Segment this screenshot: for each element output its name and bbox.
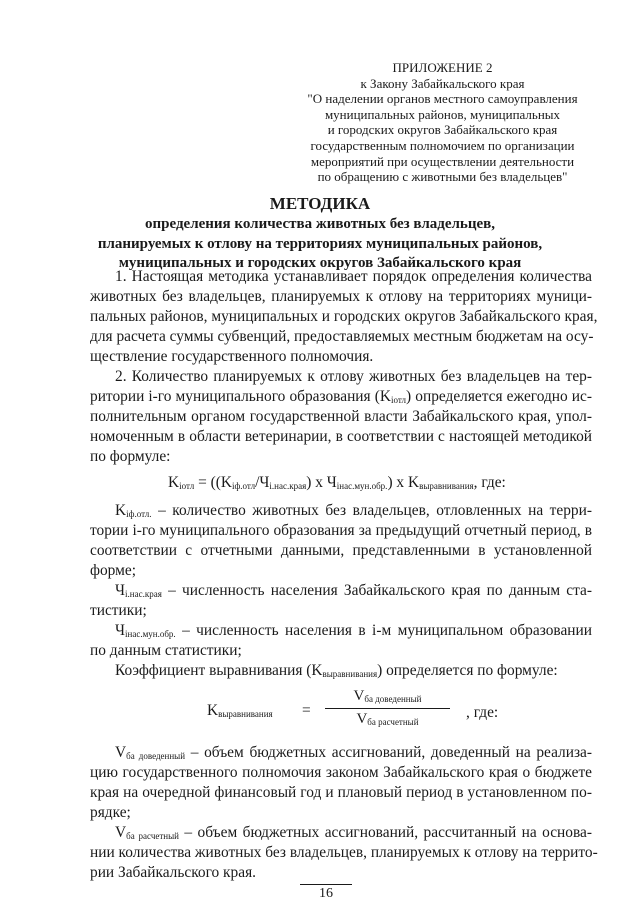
paragraph-2-line: номоченным в области ветеринарии, в соответствии с настоящей методикой <box>90 428 592 445</box>
fraction-numerator: $V_{ба доведенный}$ <box>325 688 450 709</box>
page-number: 16 <box>319 886 333 901</box>
fraction-denominator: $V_{ба расчетный}$ <box>356 711 419 727</box>
appendix-line: к Закону Забайкальского края <box>360 75 525 91</box>
definition-line: края на очередной финансовый год и плановый период в установленном по- <box>90 784 592 801</box>
paragraph-2-line: полнительным органом государственной власти Забайкальского края, упол- <box>90 408 592 425</box>
appendix-line: муниципальных районов, муниципальных <box>324 106 561 122</box>
appendix-line: "О наделении органов местного самоуправления <box>307 91 578 107</box>
paragraph-1-line: животных без владельцев, планируемых к отлову на территориях муници- <box>90 288 592 305</box>
formula-fraction <box>325 688 450 729</box>
coefficient-intro: Коэффициент выравнивания $(K_{выравнивания})$ определяется по формуле: <box>115 662 558 679</box>
appendix-line: и городских округов Забайкальского края <box>327 122 558 138</box>
footer-rule <box>300 884 352 885</box>
title-subtitle-line: муниципальных и городских округов Забайкальского края <box>118 255 522 271</box>
formula-quota: $K_{iотл} = ((K_{iф.отл}/Ч_{i.нас.края})$ x $Ч_{iнас.мун.обр.}$) x $K_{выравнивания}$, где: <box>168 474 506 491</box>
definition-line: цию государственного полномочия законом Забайкальского края о бюджете <box>90 764 592 781</box>
definition-line: $K_{iф.отл.}$ – количество животных без владельцев, отловленных на терри- <box>115 502 592 519</box>
title-subtitle-line: планируемых к отлову на территориях муниципальных районов, <box>97 235 543 252</box>
paragraph-1-line: 1. Настоящая методика устанавливает порядок определения количества <box>115 268 592 285</box>
paragraph-2-line: по формуле: <box>90 448 171 465</box>
definition-line: рядке; <box>90 804 131 821</box>
appendix-line: государственным полномочием по организации <box>310 137 575 153</box>
definition-line: тистики; <box>90 602 147 619</box>
definition-line: $Ч_{iнас.мун.обр.}$ – численность населения в i-м муниципальном образовании <box>115 622 592 639</box>
paragraph-1-line: пальных районов, муниципальных и городских округов Забайкальского края, <box>90 308 598 325</box>
formula-coefficient-tail: , где: <box>466 704 499 721</box>
definition-line: рии Забайкальского края. <box>90 864 256 881</box>
appendix-line: по обращению с животными без владельцев" <box>317 169 568 185</box>
appendix-line: мероприятий при осуществлении деятельности <box>310 153 575 169</box>
appendix-line: ПРИЛОЖЕНИЕ 2 <box>392 60 493 75</box>
title-main: МЕТОДИКА <box>269 194 371 213</box>
definition-line: тории i-го муниципального образования за предыдущий отчетный период, в <box>90 522 592 539</box>
document-title <box>50 194 590 274</box>
paragraph-1-line: ществление государственного полномочия. <box>90 348 374 365</box>
definition-line: $Ч_{i.нас.края}$ – численность населения Забайкальского края по данным ста- <box>115 582 592 599</box>
title-subtitle-line: определения количества животных без владельцев, <box>145 216 495 232</box>
definition-line: по данным статистики; <box>90 642 242 659</box>
paragraph-2-line: ритории i-го муниципального образования $(K_{iотл})$ определяется ежегодно ис- <box>90 388 592 405</box>
definition-line: нии количества животных без владельцев, планируемых к отлову на террито- <box>90 844 598 861</box>
appendix-header <box>300 60 585 185</box>
formula-coefficient-eq: = <box>302 702 311 719</box>
definition-line: соответствии с отчетными данными, представленными в установленной <box>90 542 592 559</box>
definition-line: $V_{ба расчетный}$ – объем бюджетных ассигнований, рассчитанный на основа- <box>115 824 592 841</box>
paragraph-2-line: 2. Количество планируемых к отлову животных без владельцев на тер- <box>115 368 592 385</box>
paragraph-1-line: для расчета суммы субвенций, предоставляемых местным бюджетам на осу- <box>90 328 594 345</box>
definition-line: форме; <box>90 562 136 579</box>
formula-coefficient-lhs: $K_{выравнивания}$ <box>207 702 273 719</box>
definition-line: $V_{ба доведенный}$ – объем бюджетных ассигнований, доведенный на реализа- <box>115 744 593 761</box>
